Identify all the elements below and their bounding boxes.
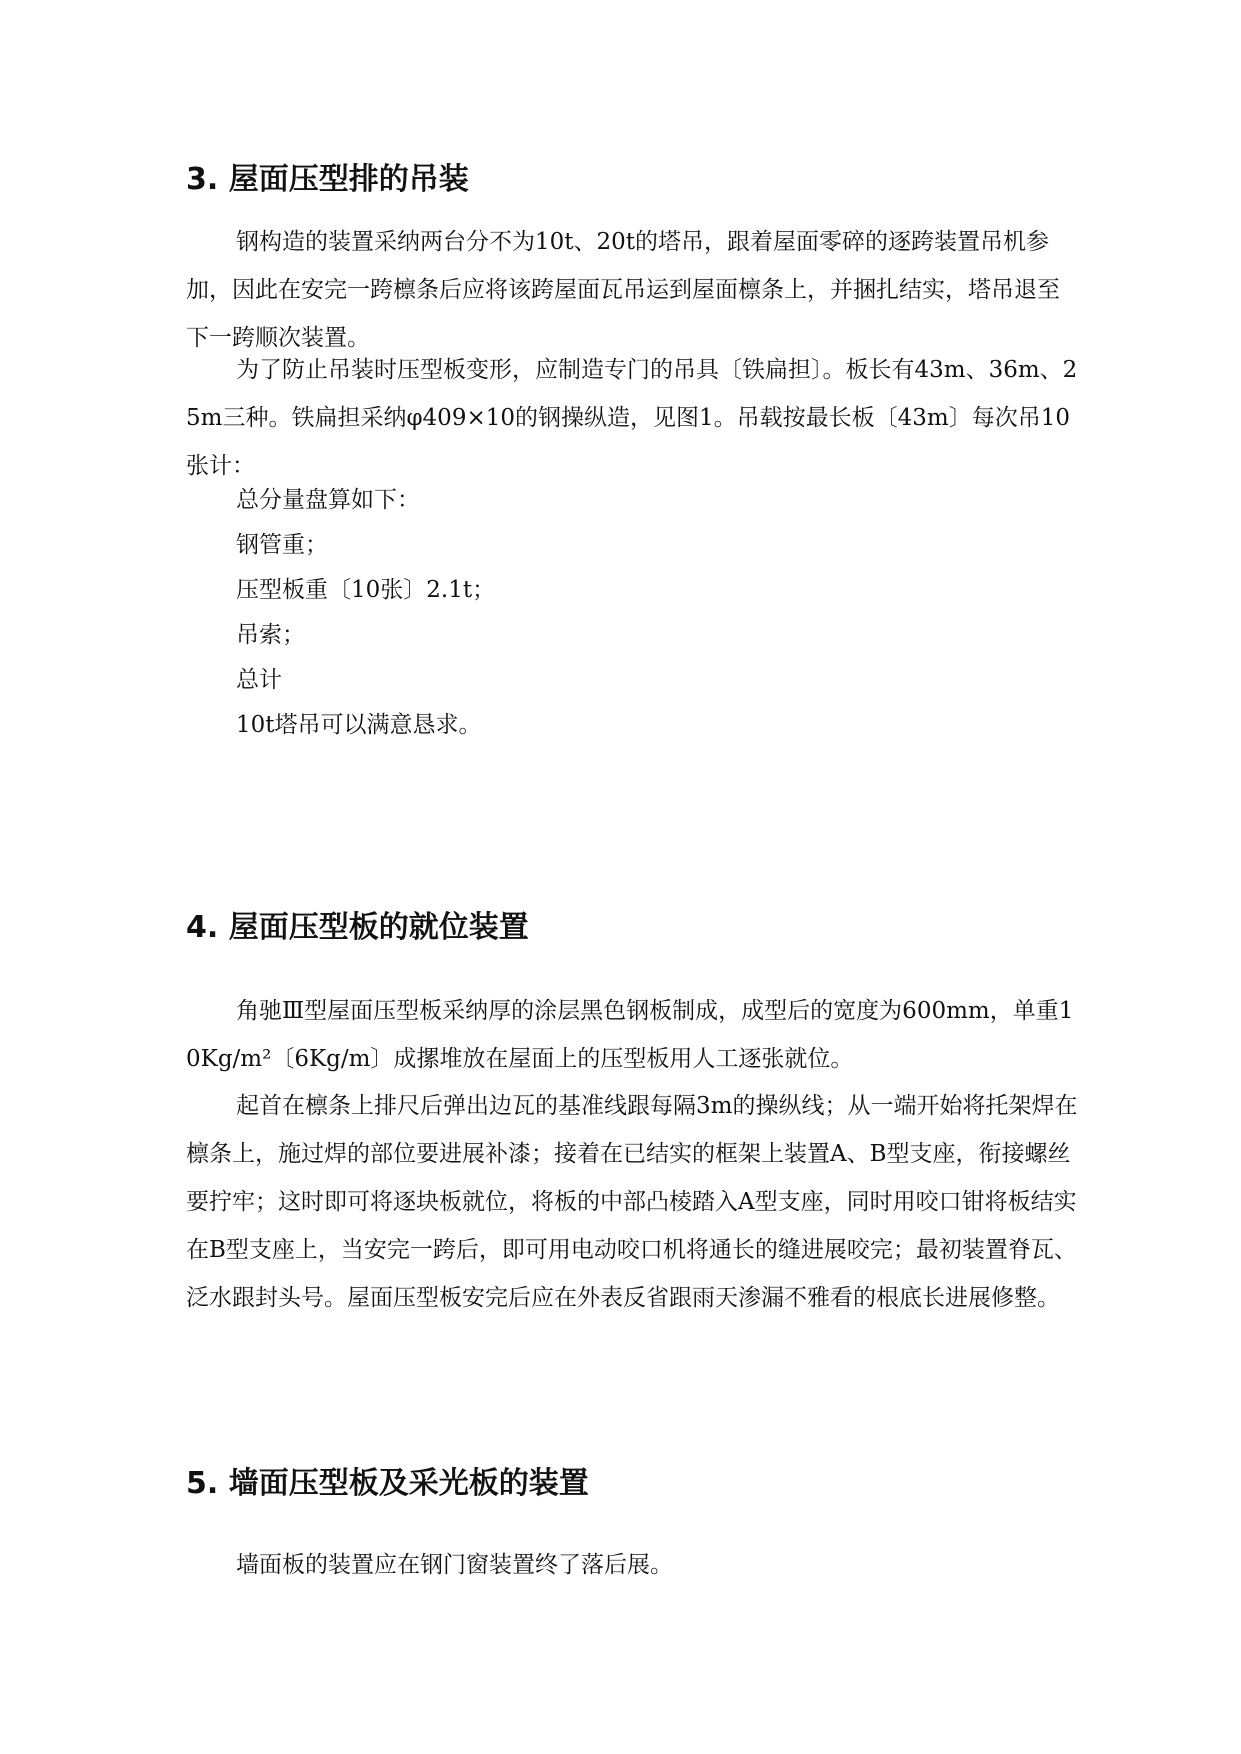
section-3-line-5: 总计 bbox=[236, 667, 282, 693]
section-3-line-1: 总分量盘算如下： bbox=[236, 487, 420, 513]
section-3-line-3: 压型板重〔10张〕2.1t； bbox=[236, 577, 496, 603]
section-4-paragraph-1: 角驰Ⅲ型屋面压型板采纳厚的涂层黑色钢板制成，成型后的宽度为600mm，单重10Kg/m²〔6Kg/m〕成摞堆放在屋面上的压型板用人工逐张就位。 bbox=[186, 998, 1074, 1072]
section-3-paragraph-1: 钢构造的装置采纳两台分不为10t、20t的塔吊，跟着屋面零碎的逐跨装置吊机参加，因此在安完一跨檩条后应将该跨屋面瓦吊运到屋面檩条上，并捆扎结实，塔吊退至下一跨顺次装置。 bbox=[186, 229, 1060, 351]
section-5-paragraph-1: 墙面板的装置应在钢门窗装置终了落后展。 bbox=[236, 1552, 673, 1578]
section-3-paragraph-2: 为了防止吊装时压型板变形，应制造专门的吊具〔铁扁担〕。板长有43m、36m、25m三种。铁扁担采纳φ409×10的钢操纵造，见图1。吊载按最长板〔43m〕每次吊10张计： bbox=[186, 357, 1078, 479]
section-3-line-2: 钢管重； bbox=[236, 532, 328, 558]
section-5-heading: 5. 墙面压型板及采光板的装置 bbox=[186, 1466, 589, 1501]
section-3-heading: 3. 屋面压型排的吊装 bbox=[186, 162, 469, 197]
section-4-heading: 4. 屋面压型板的就位装置 bbox=[186, 910, 529, 945]
section-3-line-6: 10t塔吊可以满意恳求。 bbox=[236, 712, 482, 738]
section-4-paragraph-2: 起首在檩条上排尺后弹出边瓦的基准线跟每隔3m的操纵线；从一端开始将托架焊在檩条上，施过焊的部位要进展补漆；接着在已结实的框架上装置A、B型支座，衔接螺丝要拧牢；这时即可将逐块板就位，将板的中部凸棱踏入A型支座，同时用咬口钳将板结实在B型支座上，当安完一跨后，即可用电动咬口机将通长的缝进展咬完；最初装置脊瓦、泛水跟封头号。屋面压型板安完后应在外表反省跟雨天渗漏不雅看的根底长进展修整。 bbox=[186, 1093, 1078, 1311]
section-3-line-4: 吊索； bbox=[236, 622, 305, 648]
